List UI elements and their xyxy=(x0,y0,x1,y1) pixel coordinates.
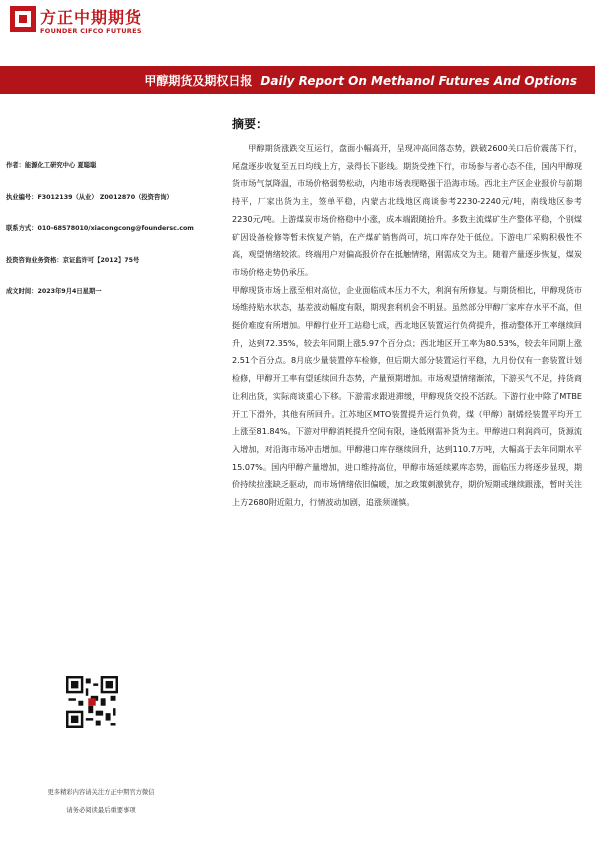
report-title xyxy=(144,72,577,89)
report-title-en: Daily Report On Methanol Futures And Options xyxy=(260,74,577,88)
contact-line: 联系方式：010-68578010/xiacongcong@foundersc.com xyxy=(6,225,194,232)
page-header xyxy=(0,0,595,46)
date-line: 成文时间：2023年9月4日星期一 xyxy=(6,288,102,295)
qualification-line: 投资咨询业务资格：京证监许可【2012】75号 xyxy=(6,257,140,264)
license-line: 执业编号：F3012139（从业） Z0012870（投资咨询） xyxy=(6,194,173,201)
wechat-qr-code-icon xyxy=(66,676,118,728)
qr-caption: 更多精彩内容请关注方正中期官方微信 xyxy=(47,789,155,796)
founder-logo-icon xyxy=(10,6,36,32)
report-title-cn: 甲醇期货及期权日报 xyxy=(144,74,253,88)
brand-name-en: FOUNDER CIFCO FUTURES xyxy=(40,27,142,35)
report-title-bar xyxy=(0,66,595,94)
brand-name-cn: 方正中期期货 xyxy=(40,8,143,27)
abstract-body xyxy=(232,140,582,512)
abstract-paragraph-2: 甲醇现货市场上涨至相对高位，企业面临成本压力不大，利润有所修复。与期货相比，甲醇现货市场维持贴水状态，基差波动幅度有限，期现套利机会不明显。虽然部分甲醇厂家库存水平不高，但挺价难度有所增加。甲醇行业开工站稳七成，西北地区装置运行负荷提升，推动整体开工率继续回升，达到72.35%，较去年同期上涨5.97个百分点；西北地区开工率为80.53%，较去年同期上涨2.51个百分点。8月底少量装置停车检修，但后期大部分装置运行平稳，九月份仅有一套装置计划检修，甲醇开工率有望延续回升态势，产量预期增加。市场观望情绪渐浓，下游买气不足，持货商让利出货，实际商谈重心下移。下游需求跟进滞缓，甲醇现货交投不活跃。下游行业中除了MTBE开工下滑外，其他有所回升。江苏地区MTO装置提升运行负荷，煤（甲醇）制烯烃装置平均开工上涨至81.84%。下游对甲醇消耗提升空间有限，逢低刚需补货为主。甲醇进口利润尚可，货源流入增加，对沿海市场冲击增加。甲醇港口库存继续回升，达到110.7万吨，大幅高于去年同期水平15.07%。国内甲醇产量增加，进口维持高位，甲醇市场延续累库态势，面临压力将逐步显现，期价持续拉涨缺乏驱动，而市场情绪依旧偏暖，加之政策刺激犹存，期价短期或继续跟涨，暂时关注上方2680附近阻力，行情波动加剧，追涨须谨慎。 xyxy=(232,284,582,508)
disclaimer-note: 请务必阅读最后重要事项 xyxy=(66,807,136,814)
author-line: 作者：能源化工研究中心 夏聪聪 xyxy=(6,162,97,169)
abstract-paragraph-1: 甲醇期货涨跌交互运行，盘面小幅高开，呈现冲高回落态势，跌破2600关口后价震荡下行，尾盘逐步收复至五日均线上方，录得长下影线。期货受挫下行，市场参与者心态不佳，国内甲醇现货市场气氛降温，市场价格弱势松动，内地市场表现略强于沿海市场。西北主产区企业报价与前期持平，厂家出货为主，签单平稳，内蒙古北线地区商谈参考2230-2240元/吨，南线地区参考2230元/吨。上游煤炭市场价格稳中小涨，成本端跟随抬升。多数主流煤矿生产整体平稳，个别煤矿因设备检修等暂未恢复产销，在产煤矿销售尚可，坑口库存处于低位。下游电厂采购积极性不高，观望情绪较浓。终端用户对偏高报价存在抵触情绪，刚需成交为主。随着产量逐步恢复，煤炭市场价格走势仍承压。 xyxy=(232,143,582,277)
abstract-heading: 摘要： xyxy=(232,117,269,131)
